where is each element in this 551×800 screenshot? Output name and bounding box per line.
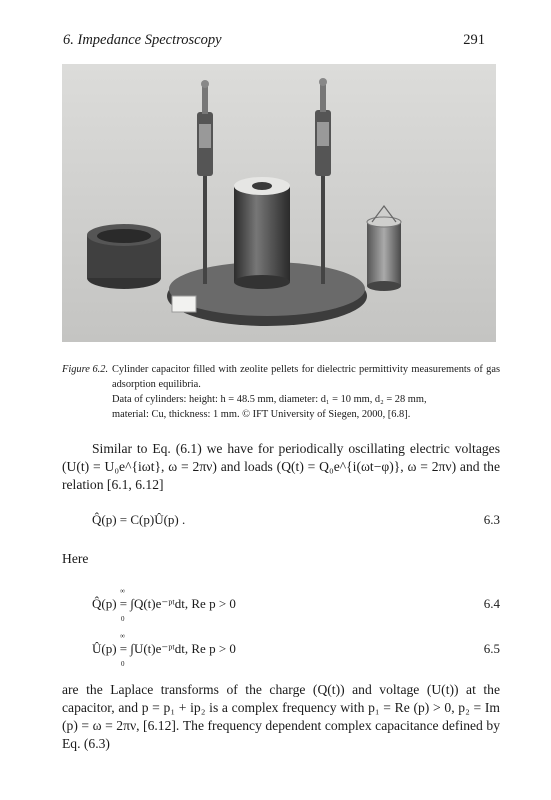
- capacitor-photo: [62, 64, 496, 342]
- integral-lower-limit: 0: [121, 660, 125, 668]
- equation-6-4: Q̂(p) = ∫Q(t)e⁻ᵖᵗdt, Re p > 0: [92, 596, 236, 611]
- equation-6-3: Q̂(p) = C(p)Û(p) .: [92, 512, 186, 527]
- paragraph-intro: Similar to Eq. (6.1) we have for periodically oscillating electric voltages (U(t) = U₀e^{iωt}, ω = 2πν) and loads (Q(t) = Q₀e^{i(ωt−φ)}, ω = 2πν) and the relation [6.1, 6.12]: [62, 441, 500, 492]
- figure-photo: [62, 64, 496, 342]
- paragraph-laplace: are the Laplace transforms of the charge (Q(t)) and voltage (U(t)) at the capacitor, and p = p₁ + ip₂ is a complex frequency with p₁ = Re (p) > 0, p₂ = Im (p) = ω = 2πν, [6.12]. The frequency dependent complex capacitance defined by Eq. (6.3): [62, 682, 500, 751]
- integral-lower-limit: 0: [121, 615, 125, 623]
- equation-number-6-5: 6.5: [483, 641, 500, 656]
- running-title: 6. Impedance Spectroscopy: [63, 32, 222, 48]
- caption-line: Cylinder capacitor filled with zeolite pellets for dielectric permittivity measurements of gas adsorption equilibria.: [112, 364, 500, 390]
- caption-line: Data of cylinders: height: h = 48.5 mm, diameter: d₁ = 10 mm, d₂ = 28 mm,: [112, 394, 427, 405]
- caption-text: [112, 362, 500, 422]
- integral-upper-limit: ∞: [120, 632, 125, 640]
- equation-number-6-4: 6.4: [483, 596, 500, 611]
- equation-6-5: Û(p) = ∫U(t)e⁻ᵖᵗdt, Re p > 0: [92, 641, 236, 656]
- paragraph-here: Here: [62, 551, 89, 566]
- integral-upper-limit: ∞: [120, 587, 125, 595]
- equation-number-6-3: 6.3: [483, 512, 500, 527]
- figure-label: Figure 6.2.: [62, 364, 109, 375]
- figure-caption: [62, 362, 500, 422]
- running-header: [63, 32, 485, 50]
- caption-line: material: Cu, thickness: 1 mm. © IFT University of Siegen, 2000, [6.8].: [112, 409, 411, 420]
- page-number: 291: [463, 32, 485, 48]
